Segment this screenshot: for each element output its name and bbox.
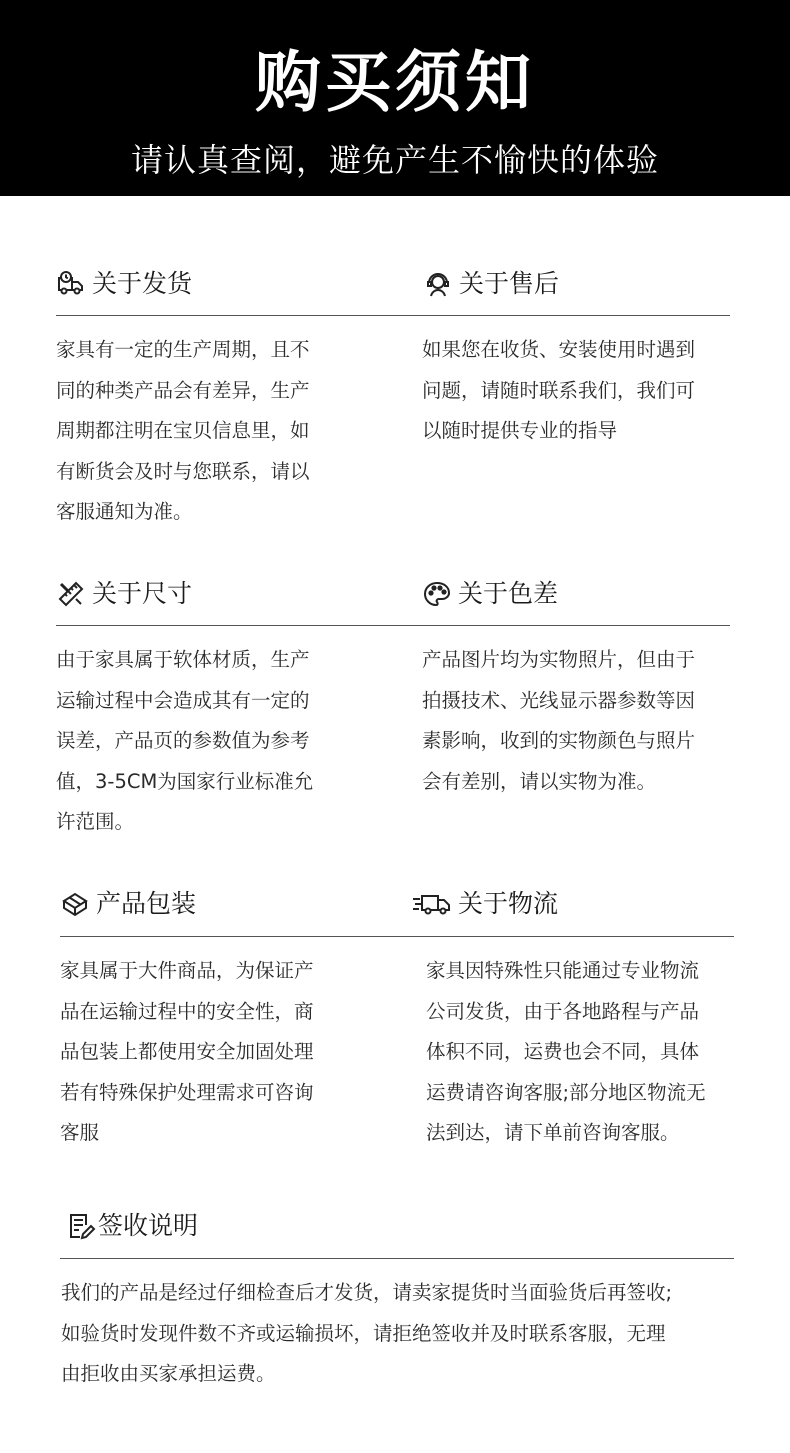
body-line: 运输过程中会造成其有一定的	[56, 688, 310, 712]
page-subtitle: 请认真查阅，避免产生不愉快的体验	[130, 141, 659, 179]
body-line: 由于家具属于软体材质，生产	[56, 648, 310, 671]
truck-icon	[412, 889, 452, 919]
body-line: 公司发货，由于各地路程与产品	[426, 999, 700, 1023]
section-divider	[60, 936, 360, 937]
body-line: 客服	[60, 1121, 100, 1144]
body-line: 周期都注明在宝贝信息里，如	[56, 419, 310, 442]
body-line: 由拒收由买家承担运费。	[61, 1362, 276, 1385]
body-line: 许范围。	[56, 810, 135, 833]
body-line: 家具因特殊性只能通过专业物流	[426, 959, 700, 982]
ruler-pencil-icon	[56, 579, 86, 609]
body-line: 运费请咨询客服;部分地区物流无	[426, 1080, 706, 1104]
section-body	[61, 1273, 672, 1395]
body-line: 家具属于大件商品，为保证产	[60, 959, 314, 982]
body-line: 误差，产品页的参数值为参考	[56, 729, 310, 752]
section-title: 关于色差	[458, 579, 559, 608]
section-header	[422, 574, 558, 614]
body-line: 素影响，收到的实物颜色与照片	[422, 729, 696, 752]
section-title: 产品包装	[96, 889, 197, 918]
header-banner	[0, 0, 790, 196]
section-divider	[56, 315, 360, 316]
section-divider	[360, 315, 730, 316]
section-header	[60, 884, 196, 924]
body-line: 问题，请随时联系我们，我们可	[422, 378, 696, 402]
body-line: 有断货会及时与您联系，请以	[56, 459, 310, 483]
section-header	[56, 574, 192, 614]
section-title: 关于售后	[459, 269, 560, 298]
section-title: 关于尺寸	[92, 579, 193, 608]
section-title: 关于发货	[92, 269, 193, 298]
document-sign-icon	[66, 1211, 96, 1241]
page-title: 购买须知	[255, 44, 535, 121]
body-line: 我们的产品是经过仔细检查后才发货，请卖家提货时当面验货后再签收;	[61, 1281, 673, 1304]
section-body	[422, 330, 695, 452]
body-line: 值，3-5CM为国家行业标准允	[56, 769, 314, 793]
section-header	[423, 264, 559, 304]
palette-icon	[422, 579, 452, 609]
body-line: 如验货时发现件数不齐或运输损坏，请拒绝签收并及时联系客服，无理	[61, 1321, 666, 1345]
body-line: 品在运输过程中的安全性，商	[60, 999, 314, 1023]
customer-service-icon	[423, 269, 453, 299]
body-line: 产品图片均为实物照片，但由于	[422, 648, 696, 671]
section-divider	[360, 936, 734, 937]
body-line: 法到达，请下单前咨询客服。	[426, 1121, 680, 1144]
section-title: 签收说明	[98, 1211, 199, 1240]
section-header	[66, 1206, 198, 1246]
body-line: 会有差别，请以实物为准。	[422, 769, 657, 793]
body-line: 体积不同，运费也会不同，具体	[426, 1040, 700, 1063]
body-line: 品包装上都使用安全加固处理	[60, 1040, 314, 1063]
section-body	[422, 640, 695, 802]
section-divider	[56, 625, 360, 626]
body-line: 若有特殊保护处理需求可咨询	[60, 1080, 314, 1104]
section-divider	[360, 625, 730, 626]
body-line: 如果您在收货、安装使用时遇到	[422, 338, 696, 361]
body-line: 家具有一定的生产周期，且不	[56, 338, 310, 361]
section-body	[60, 951, 314, 1154]
delivery-clock-icon	[56, 269, 86, 299]
section-divider	[60, 1258, 734, 1259]
section-header	[412, 884, 558, 924]
body-line: 拍摄技术、光线显示器参数等因	[422, 688, 696, 712]
package-box-icon	[60, 889, 90, 919]
body-line: 以随时提供专业的指导	[422, 419, 618, 442]
section-header	[56, 264, 192, 304]
section-title: 关于物流	[458, 889, 559, 918]
section-body	[56, 640, 313, 843]
body-line: 同的种类产品会有差异，生产	[56, 378, 310, 402]
body-line: 客服通知为准。	[56, 500, 193, 523]
section-body	[426, 951, 706, 1154]
section-body	[56, 330, 310, 533]
